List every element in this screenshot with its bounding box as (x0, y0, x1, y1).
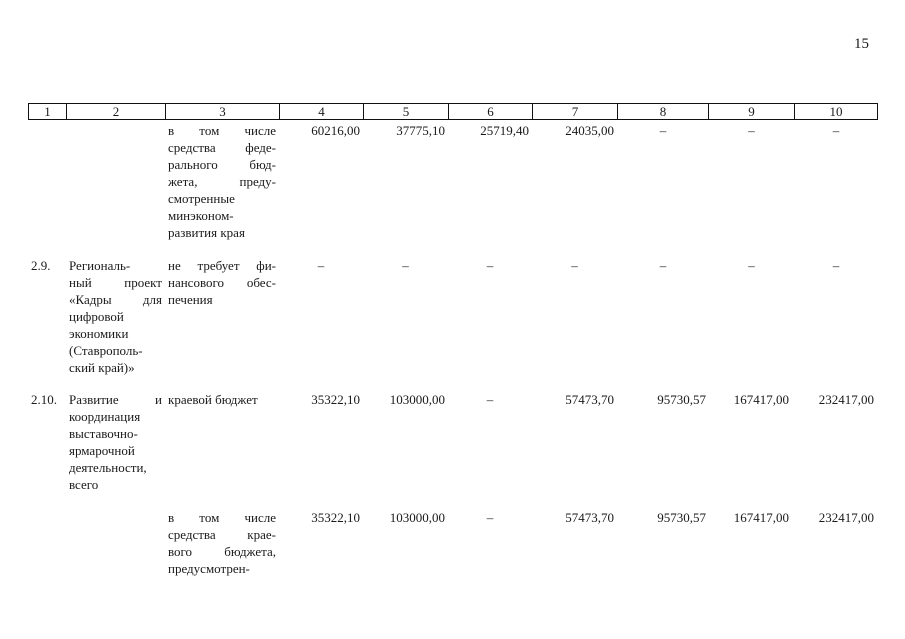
value-col8: – (659, 123, 667, 138)
value-col6: – (486, 510, 494, 525)
measure-name-line: деятельности, (69, 460, 147, 475)
value-col5: 103000,00 (389, 510, 445, 525)
funding-source-cell (168, 509, 276, 577)
value-col8: – (659, 258, 667, 273)
value-col7: 57473,70 (565, 510, 614, 525)
measure-name-cell (69, 391, 162, 493)
value-col5: 103000,00 (389, 392, 445, 407)
value-col6: – (486, 392, 494, 407)
measure-name-line: ный проект (69, 275, 162, 290)
funding-source-line: предусмотрен- (168, 561, 250, 576)
value-col8: 95730,57 (657, 510, 706, 525)
measure-name-line: экономики (69, 326, 129, 341)
funding-source-line: средства крае- (168, 527, 276, 542)
funding-source-line: развития края (168, 225, 245, 240)
measure-name-cell (69, 257, 162, 376)
row-number: 2.10. (31, 392, 57, 407)
value-col4: 60216,00 (311, 123, 360, 138)
row-number: 2.9. (31, 258, 51, 273)
funding-source-line: смотренные (168, 191, 235, 206)
header-cell-9: 9 (708, 103, 795, 120)
header-cell-8: 8 (617, 103, 709, 120)
header-cell-10: 10 (794, 103, 878, 120)
value-col9: – (748, 258, 755, 273)
measure-name-line: выставочно- (69, 426, 138, 441)
funding-source-line: вого бюджета, (168, 544, 276, 559)
funding-source-line: минэконом- (168, 208, 234, 223)
value-col10: – (832, 258, 840, 273)
value-col7: 24035,00 (565, 123, 614, 138)
value-col4: 35322,10 (311, 510, 360, 525)
value-col7: – (571, 258, 578, 273)
value-col8: 95730,57 (657, 392, 706, 407)
funding-source-line: нансового обес- (168, 275, 276, 290)
measure-name-line: цифровой (69, 309, 124, 324)
header-cell-7: 7 (532, 103, 618, 120)
value-col9: 167417,00 (733, 510, 789, 525)
funding-source-cell (168, 257, 276, 308)
header-cell-2: 2 (66, 103, 166, 120)
value-col5: 37775,10 (396, 123, 445, 138)
value-col4: 35322,10 (311, 392, 360, 407)
funding-source-line: печения (168, 292, 213, 307)
value-col9: – (748, 123, 755, 138)
measure-name-line: (Ставрополь- (69, 343, 143, 358)
funding-source-line: в том числе (168, 123, 276, 138)
measure-name-line: Региональ- (69, 258, 131, 273)
measure-name-line: ский край)» (69, 360, 135, 375)
header-cell-3: 3 (165, 103, 280, 120)
funding-source-line: рального бюд- (168, 157, 276, 172)
value-col4: – (317, 258, 325, 273)
value-col6: – (486, 258, 494, 273)
value-col10: 232417,00 (818, 510, 874, 525)
value-col10: 232417,00 (818, 392, 874, 407)
value-col9: 167417,00 (733, 392, 789, 407)
value-col5: – (402, 258, 409, 273)
value-col7: 57473,70 (565, 392, 614, 407)
funding-source-line: не требует фи- (168, 258, 276, 273)
header-cell-5: 5 (363, 103, 449, 120)
funding-source-line: средства феде- (168, 140, 276, 155)
funding-source-line: краевой бюджет (168, 392, 258, 407)
funding-source-line: жета, преду- (168, 174, 276, 189)
measure-name-line: координация (69, 409, 141, 424)
header-cell-6: 6 (448, 103, 533, 120)
funding-source-cell (168, 391, 276, 408)
page-number: 15 (854, 36, 869, 52)
header-cell-4: 4 (279, 103, 364, 120)
value-col10: – (832, 123, 840, 138)
measure-name-line: «Кадры для (69, 292, 162, 307)
value-col6: 25719,40 (480, 123, 529, 138)
measure-name-line: ярмарочной (69, 443, 135, 458)
measure-name-line: Развитие и (69, 392, 162, 407)
measure-name-line: всего (69, 477, 99, 492)
funding-source-cell (168, 122, 276, 241)
header-cell-1: 1 (28, 103, 67, 120)
funding-source-line: в том числе (168, 510, 276, 525)
